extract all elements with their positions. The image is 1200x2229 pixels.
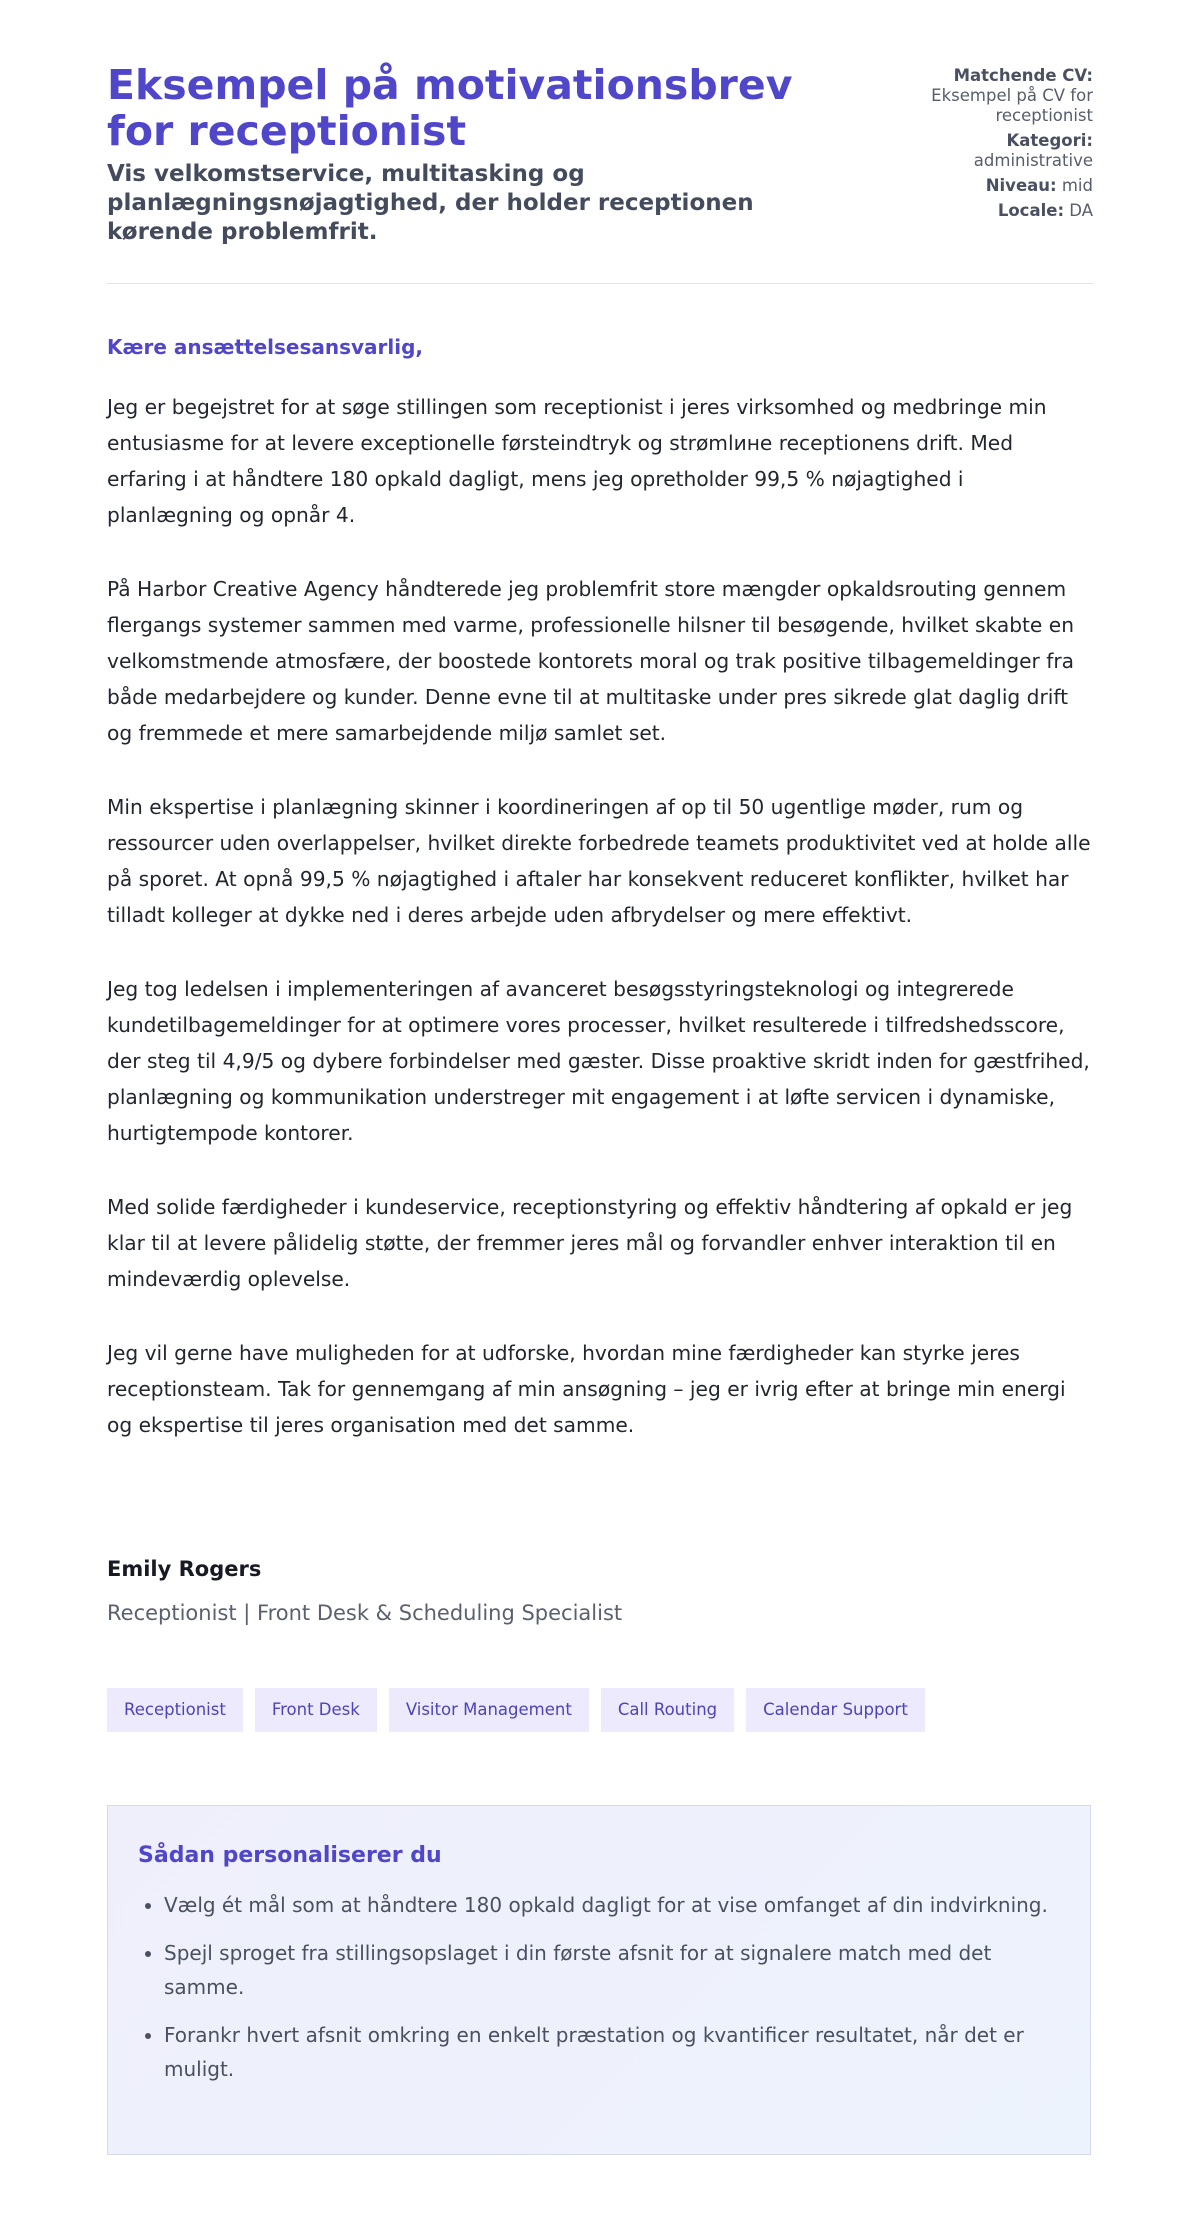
signature-title: Receptionist | Front Desk & Scheduling Specialist: [107, 1601, 623, 1625]
meta-category-label: Kategori:: [1006, 131, 1093, 150]
tag-call-routing[interactable]: Call Routing: [601, 1688, 734, 1732]
meta-level-value: mid: [1061, 176, 1093, 195]
tips-list: [138, 1888, 1064, 2100]
header-divider: [107, 283, 1093, 284]
header: [107, 62, 1093, 247]
tag-list: [107, 1688, 925, 1732]
tips-title: Sådan personaliserer du: [138, 1843, 442, 1868]
meta-matching-cv-label: Matchende CV:: [953, 66, 1093, 85]
letter-greeting: Kære ansættelsesansvarlig,: [107, 335, 424, 359]
meta-panel: [873, 66, 1093, 226]
meta-locale-value: DA: [1069, 201, 1093, 220]
letter-body: [107, 389, 1093, 1481]
meta-locale-label: Locale:: [997, 201, 1065, 220]
meta-matching-cv-value[interactable]: Eksempel på CV for receptionist: [931, 86, 1093, 125]
letter-paragraph: Med solide færdigheder i kundeservice, receptionstyring og effektiv håndtering af opkald er jeg klar til at levere pålidelig støtte, der fremmer jeres mål og forvandler enhver interaktion til en mindeværdig oplevelse.: [107, 1195, 1073, 1291]
meta-locale: [873, 201, 1093, 221]
personalization-tips-box: [107, 1805, 1091, 2155]
tips-item: • Vælg ét mål som at håndtere 180 opkald dagligt for at vise omfanget af din indvirkning.: [164, 1888, 1064, 1922]
tag-visitor-management[interactable]: Visitor Management: [389, 1688, 589, 1732]
letter-paragraph: Jeg er begejstret for at søge stillingen som receptionist i jeres virksomhed og medbringe min entusiasme for at levere exceptionelle førsteindtryk og strømlинe receptionens drift. Med erfaring i at håndtere 180 opkald dagligt, mens jeg opretholder 99,5 % nøjagtighed i planlægning og opnår 4.: [107, 395, 1047, 527]
signature-name: Emily Rogers: [107, 1557, 262, 1581]
page-title: Eksempel på motivationsbrev for receptionist: [107, 61, 793, 155]
tips-item: • Forankr hvert afsnit omkring en enkelt præstation og kvantificer resultatet, når det er muligt.: [164, 2018, 1064, 2086]
meta-level-label: Niveau:: [985, 176, 1057, 195]
meta-category-value: administrative: [973, 151, 1093, 170]
tag-receptionist[interactable]: Receptionist: [107, 1688, 243, 1732]
tag-calendar-support[interactable]: Calendar Support: [746, 1688, 925, 1732]
letter-paragraph: Jeg tog ledelsen i implementeringen af avanceret besøgsstyringsteknologi og integrerede kundetilbagemeldinger for at optimere vores processer, hvilket resulterede i tilfredshedsscore, der steg til 4,9/5 og dybere forbindelser med gæster. Disse proaktive skridt inden for gæstfrihed, planlægning og kommunikation understreger mit engagement i at løfte servicen i dynamiske, hurtigtempode kontorer.: [107, 977, 1090, 1145]
letter-paragraph: På Harbor Creative Agency håndterede jeg problemfrit store mængder opkaldsrouting gennem flergangs systemer sammen med varme, professionelle hilsner til besøgende, hvilket skabte en velkomstmende atmosfære, der boostede kontorets moral og trak positive tilbagemeldinger fra både medarbejdere og kunder. Denne evne til at multitaske under pres sikrede glat daglig drift og fremmede et mere samarbejdende miljø samlet set.: [107, 577, 1075, 745]
tag-front-desk[interactable]: Front Desk: [255, 1688, 377, 1732]
meta-level: [873, 176, 1093, 196]
page-subtitle: Vis velkomstservice, multitasking og planlægningsnøjagtighed, der holder receptionen kørende problemfrit.: [107, 161, 754, 245]
letter-paragraph: Jeg vil gerne have muligheden for at udforske, hvordan mine færdigheder kan styrke jeres receptionsteam. Tak for gennemgang af min ansøgning – jeg er ivrig efter at bringe min energi og ekspertise til jeres organisation med det samme.: [107, 1341, 1066, 1437]
tips-item: • Spejl sproget fra stillingsopslaget i din første afsnit for at signalere match med det samme.: [164, 1936, 1064, 2004]
meta-matching-cv: [873, 66, 1093, 126]
letter-paragraph: Min ekspertise i planlægning skinner i koordineringen af op til 50 ugentlige møder, rum og ressourcer uden overlappelser, hvilket direkte forbedrede teamets produktivitet ved at holde alle på sporet. At opnå 99,5 % nøjagtighed i aftaler har konsekvent reduceret konflikter, hvilket har tilladt kolleger at dykke ned i deres arbejde uden afbrydelser og mere effektivt.: [107, 795, 1091, 927]
meta-category: [873, 131, 1093, 171]
